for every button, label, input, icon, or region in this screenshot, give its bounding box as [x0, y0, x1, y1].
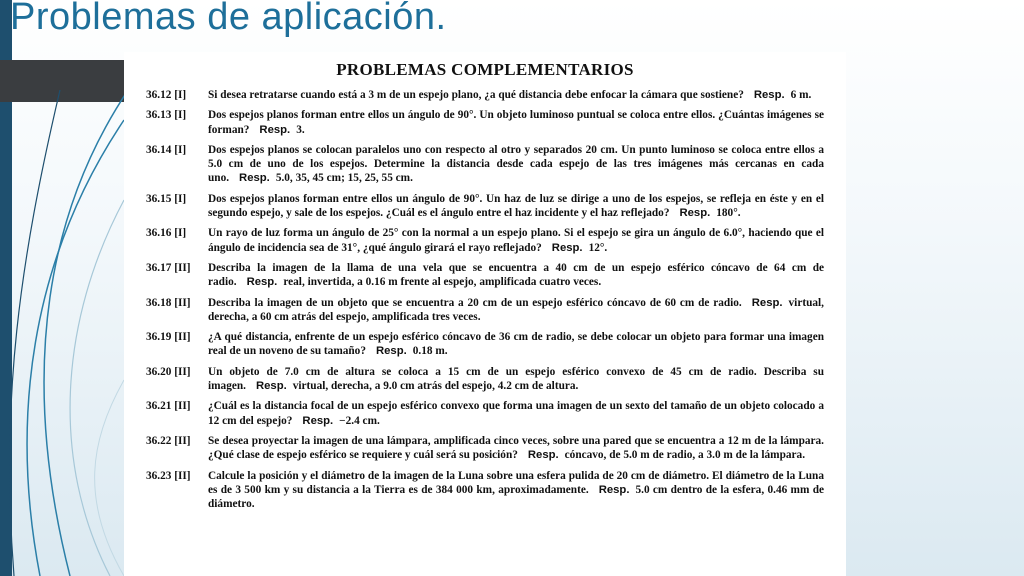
problem-statement: Dos espejos planos forman entre ellos un ángulo de 90°. Un objeto luminoso puntual se coloca entre ellos. ¿Cuántas imágenes se forman?: [208, 109, 824, 136]
problem-number: 36.16 [I]: [146, 227, 187, 240]
problem-item: [146, 296, 824, 325]
problem-text: [208, 261, 824, 290]
problem-answer: real, invertida, a 0.16 m frente al espejo, amplificada cuatro veces.: [283, 276, 602, 289]
slide-title: Problemas de aplicación.: [10, 0, 447, 38]
problem-statement: Describa la imagen de un objeto que se encuentra a 20 cm de un espejo esférico cóncavo de 60 cm de radio.: [208, 296, 742, 309]
problem-text: [208, 108, 824, 137]
problem-number: 36.13 [I]: [146, 109, 187, 122]
problem-text: [208, 296, 824, 325]
problem-statement: Un rayo de luz forma un ángulo de 25° con la normal a un espejo plano. Si el espejo se gira un ángulo de 6.0°, haciendo que el ángulo de incidencia sea de 31°, ¿qué ángulo girará el rayo reflejado?: [208, 227, 824, 254]
resp-label: Resp.: [302, 414, 334, 427]
problem-statement: ¿A qué distancia, enfrente de un espejo esférico cóncavo de 36 cm de radio, se debe colocar un objeto para formar una imagen real de un noveno de su tamaño?: [208, 331, 824, 358]
problem-text: [208, 88, 824, 102]
problem-item: [146, 192, 824, 221]
problem-answer: 180°.: [716, 207, 741, 220]
resp-label: Resp.: [527, 449, 559, 462]
problem-answer: cóncavo, de 5.0 m de radio, a 3.0 m de la lámpara.: [564, 449, 806, 462]
resp-label: Resp.: [246, 276, 278, 289]
problem-text: [208, 469, 824, 512]
problem-text: [208, 365, 824, 394]
resp-label: Resp.: [598, 483, 630, 496]
problem-text: [208, 192, 824, 221]
problem-number: 36.17 [II]: [146, 261, 191, 274]
problem-item: [146, 365, 824, 394]
problem-answer: 3.: [296, 123, 305, 136]
problem-answer: 0.18 m.: [412, 345, 448, 358]
problem-statement: ¿Cuál es la distancia focal de un espejo esférico convexo que forma una imagen de un sexto del tamaño de un objeto colocado a 12 cm del espejo?: [208, 400, 824, 427]
problem-item: [146, 226, 824, 255]
problems-document: [124, 52, 846, 576]
problem-text: [208, 143, 824, 186]
problem-text: [208, 399, 824, 428]
problem-number: 36.23 [II]: [146, 469, 191, 482]
problem-number: 36.19 [II]: [146, 331, 191, 344]
problem-text: [208, 434, 824, 463]
problem-item: [146, 399, 824, 428]
problem-statement: Dos espejos planos forman entre ellos un ángulo de 90°. Un haz de luz se dirige a uno de los espejos, se refleja en éste y en el segundo espejo, y sale de los espejos. ¿Cuál es el ángulo entre el haz incidente y el haz reflejado?: [208, 192, 824, 220]
resp-label: Resp.: [753, 89, 785, 101]
problem-answer: 5.0 cm dentro de la esfera, 0.46 mm de diámetro.: [208, 483, 824, 511]
resp-label: Resp.: [679, 207, 711, 220]
problem-answer: 6 m.: [790, 89, 812, 101]
problem-item: [146, 434, 824, 463]
problem-answer: 5.0, 35, 45 cm; 15, 25, 55 cm.: [275, 172, 413, 185]
problem-text: [208, 226, 824, 255]
resp-label: Resp.: [239, 172, 270, 185]
problem-text: [208, 330, 824, 359]
problem-statement: Describa la imagen de la llama de una vela que se encuentra a 40 cm de un espejo esférico cóncavo de 64 cm de radio.: [208, 261, 824, 289]
resp-label: Resp.: [375, 345, 407, 358]
document-heading: PROBLEMAS COMPLEMENTARIOS: [336, 60, 634, 79]
problem-statement: Dos espejos planos se colocan paralelos uno con respecto al otro y separados 20 cm. Un punto luminoso se coloca entre ellos a 5.0 cm de uno de los espejos. Determine la distancia desde cada espejo de las tres imágenes más cercanas en cada uno.: [208, 143, 824, 185]
problem-item: [146, 330, 824, 359]
problem-answer: −2.4 cm.: [339, 414, 380, 427]
problem-number: 36.18 [II]: [146, 296, 191, 309]
resp-label: Resp.: [259, 123, 291, 136]
problem-item: [146, 261, 824, 290]
problem-number: 36.14 [I]: [146, 143, 187, 156]
resp-label: Resp.: [551, 241, 583, 254]
problem-answer: 12°.: [588, 241, 608, 254]
problem-number: 36.12 [I]: [146, 89, 187, 101]
problem-item: [146, 108, 824, 137]
problem-number: 36.15 [I]: [146, 192, 187, 205]
problem-list: [146, 88, 824, 511]
problem-item: [146, 143, 824, 186]
problem-answer: virtual, derecha, a 60 cm atrás del espejo, amplificada tres veces.: [208, 296, 824, 323]
problem-number: 36.20 [II]: [146, 365, 191, 378]
resp-label: Resp.: [255, 380, 287, 393]
problem-statement: Calcule la posición y el diámetro de la imagen de la Luna sobre una esfera pulida de 20 cm de diámetro. El diámetro de la Luna es de 3 500 km y su distancia a la Tierra es de 384 000 km, aproximadamente.: [208, 469, 824, 496]
problem-item: [146, 469, 824, 512]
problem-answer: virtual, derecha, a 9.0 cm atrás del espejo, 4.2 cm de altura.: [292, 380, 579, 393]
problem-item: [146, 88, 824, 102]
resp-label: Resp.: [751, 296, 783, 309]
problem-number: 36.22 [II]: [146, 434, 191, 447]
problem-statement: Si desea retratarse cuando está a 3 m de un espejo plano, ¿a qué distancia debe enfocar la cámara que sostiene?: [208, 89, 744, 101]
problem-statement: Se desea proyectar la imagen de una lámpara, amplificada cinco veces, sobre una pared que se encuentra a 12 m de la lámpara. ¿Qué clase de espejo esférico se requiere y cuál será su posición?: [208, 434, 824, 462]
problem-number: 36.21 [II]: [146, 400, 191, 413]
problem-statement: Un objeto de 7.0 cm de altura se coloca a 15 cm de un espejo esférico convexo de 45 cm de radio. Describa su imagen.: [208, 365, 824, 393]
